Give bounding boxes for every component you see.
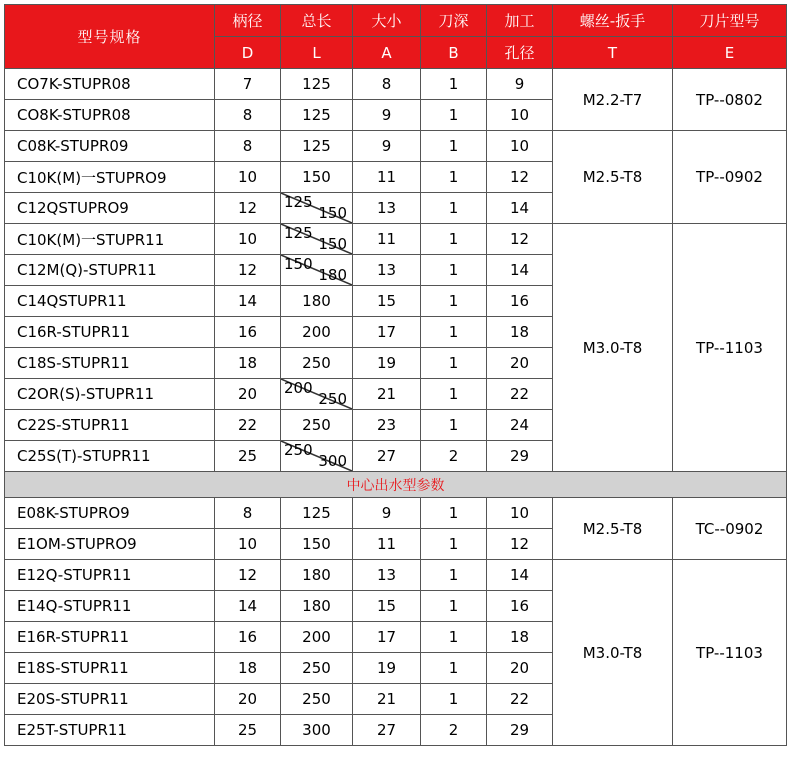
d-cell: 20 [215,379,281,410]
d-cell: 12 [215,560,281,591]
a-cell: 27 [353,715,421,746]
hole-cell: 20 [487,653,553,684]
header-d-top: 柄径 [215,5,281,37]
insert-cell: TC--0902 [673,498,787,560]
model-cell: E16R-STUPR11 [5,622,215,653]
l-split-cell [281,379,353,410]
model-cell: E12Q-STUPR11 [5,560,215,591]
model-cell: C10K(M)一STUPRO9 [5,162,215,193]
d-cell: 10 [215,224,281,255]
table-row [5,224,787,255]
model-cell: E08K-STUPRO9 [5,498,215,529]
b-cell: 1 [421,410,487,441]
l-cell: 125 [281,131,353,162]
d-cell: 8 [215,498,281,529]
a-cell: 23 [353,410,421,441]
hole-cell: 12 [487,224,553,255]
hole-cell: 16 [487,286,553,317]
model-cell: E18S-STUPR11 [5,653,215,684]
l-cell: 150 [281,162,353,193]
header-hole-top: 加工 [487,5,553,37]
l-cell: 250 [281,684,353,715]
model-cell: C12M(Q)-STUPR11 [5,255,215,286]
l-cell: 200 [281,317,353,348]
hole-cell: 22 [487,684,553,715]
d-cell: 12 [215,255,281,286]
spec-table [4,4,787,746]
hole-cell: 18 [487,317,553,348]
l-cell: 180 [281,560,353,591]
model-cell: C08K-STUPR09 [5,131,215,162]
model-cell: E20S-STUPR11 [5,684,215,715]
l-max-value: 250 [318,390,347,408]
table-row [5,498,787,529]
a-cell: 17 [353,622,421,653]
header-l-top: 总长 [281,5,353,37]
l-max-value: 300 [318,452,347,470]
d-cell: 16 [215,622,281,653]
hole-cell: 22 [487,379,553,410]
model-cell: E14Q-STUPR11 [5,591,215,622]
screw-cell: M2.2-T7 [553,69,673,131]
b-cell: 1 [421,224,487,255]
header-screw-top: 螺丝-扳手 [553,5,673,37]
model-cell: C25S(T)-STUPR11 [5,441,215,472]
b-cell: 1 [421,529,487,560]
b-cell: 1 [421,653,487,684]
l-split-cell [281,193,353,224]
b-cell: 1 [421,193,487,224]
b-cell: 1 [421,69,487,100]
l-cell: 150 [281,529,353,560]
d-cell: 8 [215,131,281,162]
l-cell: 250 [281,348,353,379]
l-cell: 250 [281,653,353,684]
a-cell: 19 [353,653,421,684]
header-a-bottom: A [353,37,421,69]
b-cell: 1 [421,591,487,622]
b-cell: 1 [421,100,487,131]
l-cell: 300 [281,715,353,746]
table-row [5,69,787,100]
b-cell: 1 [421,498,487,529]
l-cell: 200 [281,622,353,653]
section-title: 中心出水型参数 [5,472,787,498]
l-split-cell [281,224,353,255]
b-cell: 2 [421,441,487,472]
l-min-value: 250 [284,441,313,459]
screw-cell: M2.5-T8 [553,131,673,224]
l-max-value: 180 [318,266,347,284]
insert-cell: TP--1103 [673,560,787,746]
d-cell: 10 [215,529,281,560]
header-row-top [5,5,787,37]
l-min-value: 125 [284,224,313,242]
l-cell: 125 [281,100,353,131]
header-b-top: 刀深 [421,5,487,37]
hole-cell: 12 [487,529,553,560]
a-cell: 8 [353,69,421,100]
header-b-bottom: B [421,37,487,69]
a-cell: 11 [353,529,421,560]
a-cell: 11 [353,162,421,193]
model-cell: C22S-STUPR11 [5,410,215,441]
hole-cell: 9 [487,69,553,100]
model-cell: E25T-STUPR11 [5,715,215,746]
b-cell: 1 [421,560,487,591]
d-cell: 25 [215,715,281,746]
screw-cell: M3.0-T8 [553,560,673,746]
header-insert-top: 刀片型号 [673,5,787,37]
d-cell: 18 [215,653,281,684]
model-cell: C14QSTUPR11 [5,286,215,317]
hole-cell: 12 [487,162,553,193]
hole-cell: 20 [487,348,553,379]
model-cell: CO7K-STUPR08 [5,69,215,100]
hole-cell: 29 [487,441,553,472]
header-insert-bottom: E [673,37,787,69]
a-cell: 21 [353,684,421,715]
d-cell: 16 [215,317,281,348]
a-cell: 9 [353,131,421,162]
hole-cell: 14 [487,255,553,286]
a-cell: 17 [353,317,421,348]
header-hole-bottom: 孔径 [487,37,553,69]
b-cell: 1 [421,131,487,162]
l-cell: 180 [281,286,353,317]
header-model: 型号规格 [5,5,215,69]
a-cell: 9 [353,100,421,131]
l-max-value: 150 [318,204,347,222]
hole-cell: 14 [487,193,553,224]
a-cell: 19 [353,348,421,379]
b-cell: 2 [421,715,487,746]
l-min-value: 200 [284,379,313,397]
d-cell: 10 [215,162,281,193]
l-min-value: 125 [284,193,313,211]
l-split-cell [281,255,353,286]
b-cell: 1 [421,379,487,410]
d-cell: 7 [215,69,281,100]
b-cell: 1 [421,286,487,317]
table-header [5,5,787,69]
hole-cell: 10 [487,131,553,162]
l-min-value: 150 [284,255,313,273]
model-cell: C10K(M)一STUPR11 [5,224,215,255]
screw-cell: M2.5-T8 [553,498,673,560]
hole-cell: 18 [487,622,553,653]
hole-cell: 29 [487,715,553,746]
header-l-bottom: L [281,37,353,69]
hole-cell: 14 [487,560,553,591]
l-max-value: 150 [318,235,347,253]
hole-cell: 10 [487,100,553,131]
l-cell: 125 [281,69,353,100]
d-cell: 14 [215,286,281,317]
table-row [5,560,787,591]
b-cell: 1 [421,684,487,715]
a-cell: 21 [353,379,421,410]
a-cell: 27 [353,441,421,472]
d-cell: 25 [215,441,281,472]
d-cell: 20 [215,684,281,715]
hole-cell: 16 [487,591,553,622]
l-cell: 180 [281,591,353,622]
d-cell: 12 [215,193,281,224]
hole-cell: 10 [487,498,553,529]
b-cell: 1 [421,162,487,193]
model-cell: CO8K-STUPR08 [5,100,215,131]
insert-cell: TP--0902 [673,131,787,224]
model-cell: C18S-STUPR11 [5,348,215,379]
section-divider-row [5,472,787,498]
a-cell: 13 [353,255,421,286]
b-cell: 1 [421,348,487,379]
header-screw-bottom: T [553,37,673,69]
model-cell: C2OR(S)-STUPR11 [5,379,215,410]
table-row [5,131,787,162]
header-a-top: 大小 [353,5,421,37]
b-cell: 1 [421,622,487,653]
a-cell: 9 [353,498,421,529]
d-cell: 22 [215,410,281,441]
model-cell: C12QSTUPRO9 [5,193,215,224]
table-body [5,69,787,746]
model-cell: E1OM-STUPRO9 [5,529,215,560]
d-cell: 18 [215,348,281,379]
a-cell: 15 [353,591,421,622]
d-cell: 14 [215,591,281,622]
l-cell: 250 [281,410,353,441]
b-cell: 1 [421,317,487,348]
model-cell: C16R-STUPR11 [5,317,215,348]
l-cell: 125 [281,498,353,529]
a-cell: 13 [353,560,421,591]
a-cell: 15 [353,286,421,317]
header-d-bottom: D [215,37,281,69]
b-cell: 1 [421,255,487,286]
l-split-cell [281,441,353,472]
screw-cell: M3.0-T8 [553,224,673,472]
d-cell: 8 [215,100,281,131]
a-cell: 11 [353,224,421,255]
insert-cell: TP--1103 [673,224,787,472]
a-cell: 13 [353,193,421,224]
hole-cell: 24 [487,410,553,441]
insert-cell: TP--0802 [673,69,787,131]
